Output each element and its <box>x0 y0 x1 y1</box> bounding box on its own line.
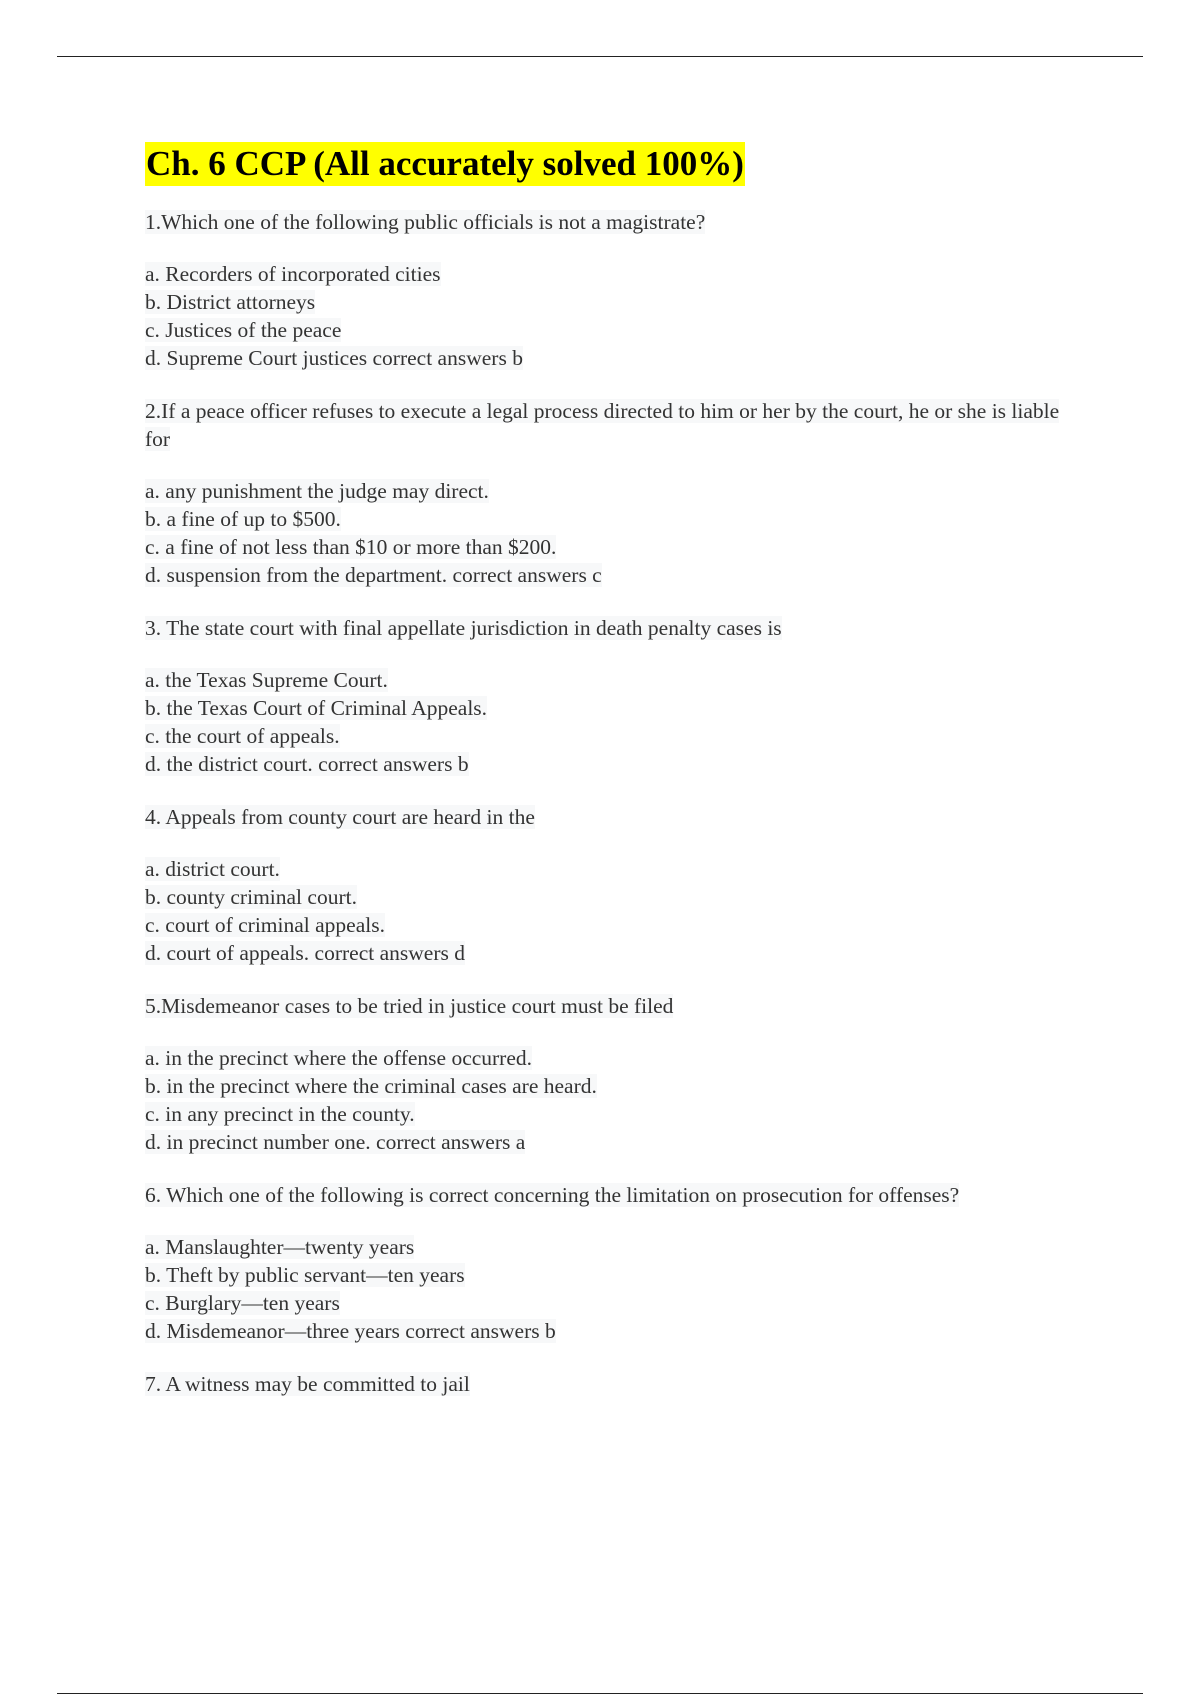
option-a: a. district court. <box>145 857 280 881</box>
option-b: b. county criminal court. <box>145 885 357 909</box>
option-b: b. in the precinct where the criminal cases are heard. <box>145 1074 597 1098</box>
question-5 <box>145 992 1085 1156</box>
option-c: c. Burglary—ten years <box>145 1291 340 1315</box>
option-list <box>145 477 1085 589</box>
question-3 <box>145 614 1085 778</box>
question-1 <box>145 208 1085 372</box>
option-b: b. a fine of up to $500. <box>145 507 341 531</box>
document-title: Ch. 6 CCP (All accurately solved 100%) <box>145 142 745 186</box>
option-a: a. Manslaughter—twenty years <box>145 1235 415 1259</box>
option-list <box>145 855 1085 967</box>
option-a: a. in the precinct where the offense occurred. <box>145 1046 533 1070</box>
question-text: 5.Misdemeanor cases to be tried in justice court must be filed <box>145 994 674 1018</box>
option-c: c. court of criminal appeals. <box>145 913 385 937</box>
option-a: a. any punishment the judge may direct. <box>145 479 489 503</box>
question-7 <box>145 1370 1085 1398</box>
option-d: d. Supreme Court justices correct answers b <box>145 346 523 370</box>
option-list <box>145 1044 1085 1156</box>
bottom-rule <box>57 1693 1143 1694</box>
option-list <box>145 666 1085 778</box>
option-list <box>145 260 1085 372</box>
option-c: c. the court of appeals. <box>145 724 340 748</box>
question-text: 6. Which one of the following is correct concerning the limitation on prosecution for offenses? <box>145 1183 960 1207</box>
option-b: b. Theft by public servant—ten years <box>145 1263 465 1287</box>
option-b: b. the Texas Court of Criminal Appeals. <box>145 696 488 720</box>
question-2 <box>145 397 1085 589</box>
document-body <box>145 142 1085 1423</box>
option-d: d. in precinct number one. correct answers a <box>145 1130 526 1154</box>
question-text: 7. A witness may be committed to jail <box>145 1372 470 1396</box>
question-text: 4. Appeals from county court are heard in the <box>145 805 535 829</box>
option-a: a. the Texas Supreme Court. <box>145 668 388 692</box>
question-text: 3. The state court with final appellate jurisdiction in death penalty cases is <box>145 616 782 640</box>
option-d: d. suspension from the department. correct answers c <box>145 563 602 587</box>
question-text: 2.If a peace officer refuses to execute a legal process directed to him or her by the court, he or she is liable for <box>145 399 1060 451</box>
option-c: c. Justices of the peace <box>145 318 342 342</box>
option-d: d. the district court. correct answers b <box>145 752 469 776</box>
option-d: d. court of appeals. correct answers d <box>145 941 465 965</box>
top-rule <box>57 56 1143 57</box>
option-b: b. District attorneys <box>145 290 316 314</box>
option-a: a. Recorders of incorporated cities <box>145 262 441 286</box>
question-6 <box>145 1181 1085 1345</box>
question-text: 1.Which one of the following public officials is not a magistrate? <box>145 210 706 234</box>
option-c: c. a fine of not less than $10 or more than $200. <box>145 535 557 559</box>
option-c: c. in any precinct in the county. <box>145 1102 415 1126</box>
question-4 <box>145 803 1085 967</box>
option-d: d. Misdemeanor—three years correct answers b <box>145 1319 556 1343</box>
option-list <box>145 1233 1085 1345</box>
